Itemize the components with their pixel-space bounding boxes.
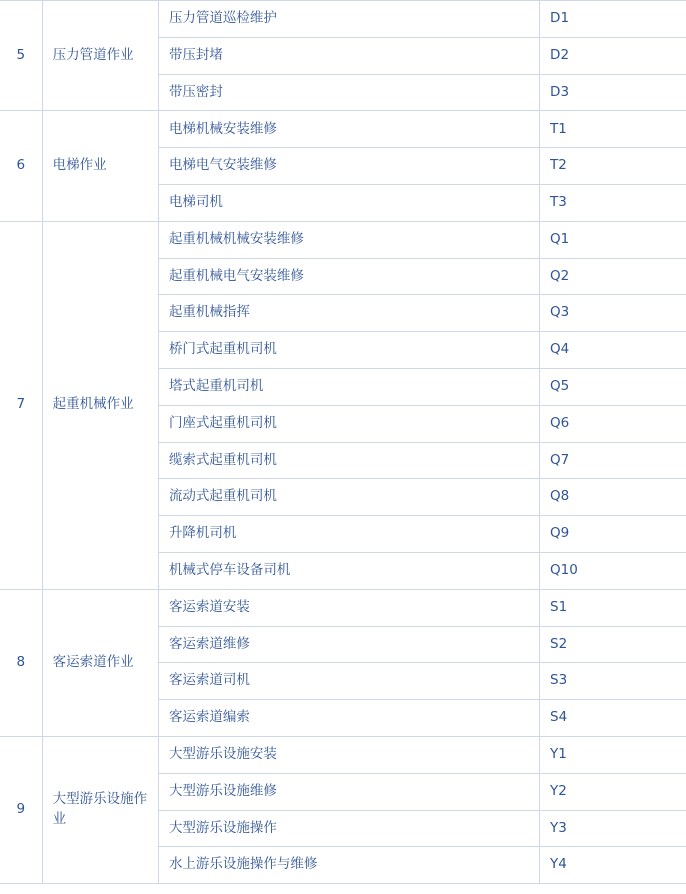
- item-code-cell: Q9: [540, 516, 686, 553]
- item-code-cell: D2: [540, 37, 686, 74]
- item-code-cell: Q10: [540, 552, 686, 589]
- table-body: [0, 1, 686, 884]
- table-row: [0, 589, 686, 626]
- item-code-cell: Q3: [540, 295, 686, 332]
- operation-category-cell: 电梯作业: [42, 111, 158, 221]
- row-number-cell: 9: [0, 736, 42, 883]
- operation-item-cell: 缆索式起重机司机: [158, 442, 539, 479]
- operation-item-cell: 大型游乐设施安装: [158, 736, 539, 773]
- row-number-cell: 6: [0, 111, 42, 221]
- item-code-cell: S1: [540, 589, 686, 626]
- item-code-cell: Q7: [540, 442, 686, 479]
- item-code-cell: Q4: [540, 332, 686, 369]
- row-number-cell: 7: [0, 221, 42, 589]
- operation-item-cell: 流动式起重机司机: [158, 479, 539, 516]
- item-code-cell: Q5: [540, 368, 686, 405]
- table-row: [0, 736, 686, 773]
- item-code-cell: S4: [540, 700, 686, 737]
- item-code-cell: S3: [540, 663, 686, 700]
- operation-category-cell: 大型游乐设施作业: [42, 736, 158, 883]
- item-code-cell: Q8: [540, 479, 686, 516]
- row-number-cell: 8: [0, 589, 42, 736]
- operation-item-cell: 客运索道编索: [158, 700, 539, 737]
- item-code-cell: Q6: [540, 405, 686, 442]
- operation-item-cell: 压力管道巡检维护: [158, 1, 539, 38]
- operation-item-cell: 电梯司机: [158, 184, 539, 221]
- operation-category-cell: 客运索道作业: [42, 589, 158, 736]
- operation-item-cell: 水上游乐设施操作与维修: [158, 847, 539, 884]
- operation-item-cell: 带压密封: [158, 74, 539, 111]
- operation-category-cell: 压力管道作业: [42, 1, 158, 111]
- operation-item-cell: 桥门式起重机司机: [158, 332, 539, 369]
- operation-item-cell: 门座式起重机司机: [158, 405, 539, 442]
- operation-item-cell: 起重机械电气安装维修: [158, 258, 539, 295]
- item-code-cell: S2: [540, 626, 686, 663]
- operation-item-cell: 客运索道司机: [158, 663, 539, 700]
- operation-item-cell: 大型游乐设施操作: [158, 810, 539, 847]
- operation-item-cell: 客运索道维修: [158, 626, 539, 663]
- item-code-cell: T2: [540, 148, 686, 185]
- operation-item-cell: 电梯电气安装维修: [158, 148, 539, 185]
- item-code-cell: T3: [540, 184, 686, 221]
- item-code-cell: Y2: [540, 773, 686, 810]
- item-code-cell: Q1: [540, 221, 686, 258]
- item-code-cell: Y3: [540, 810, 686, 847]
- item-code-cell: Y1: [540, 736, 686, 773]
- table-row: [0, 1, 686, 38]
- item-code-cell: T1: [540, 111, 686, 148]
- table-row: [0, 111, 686, 148]
- item-code-cell: D3: [540, 74, 686, 111]
- row-number-cell: 5: [0, 1, 42, 111]
- operation-item-cell: 大型游乐设施维修: [158, 773, 539, 810]
- operation-item-cell: 电梯机械安装维修: [158, 111, 539, 148]
- item-code-cell: Q2: [540, 258, 686, 295]
- table-row: [0, 221, 686, 258]
- item-code-cell: D1: [540, 1, 686, 38]
- operation-item-cell: 起重机械机械安装维修: [158, 221, 539, 258]
- item-code-cell: Y4: [540, 847, 686, 884]
- operation-item-cell: 客运索道安装: [158, 589, 539, 626]
- operation-item-cell: 升降机司机: [158, 516, 539, 553]
- operation-category-cell: 起重机械作业: [42, 221, 158, 589]
- operation-item-cell: 塔式起重机司机: [158, 368, 539, 405]
- operation-item-cell: 机械式停车设备司机: [158, 552, 539, 589]
- operation-item-cell: 起重机械指挥: [158, 295, 539, 332]
- operation-item-cell: 带压封堵: [158, 37, 539, 74]
